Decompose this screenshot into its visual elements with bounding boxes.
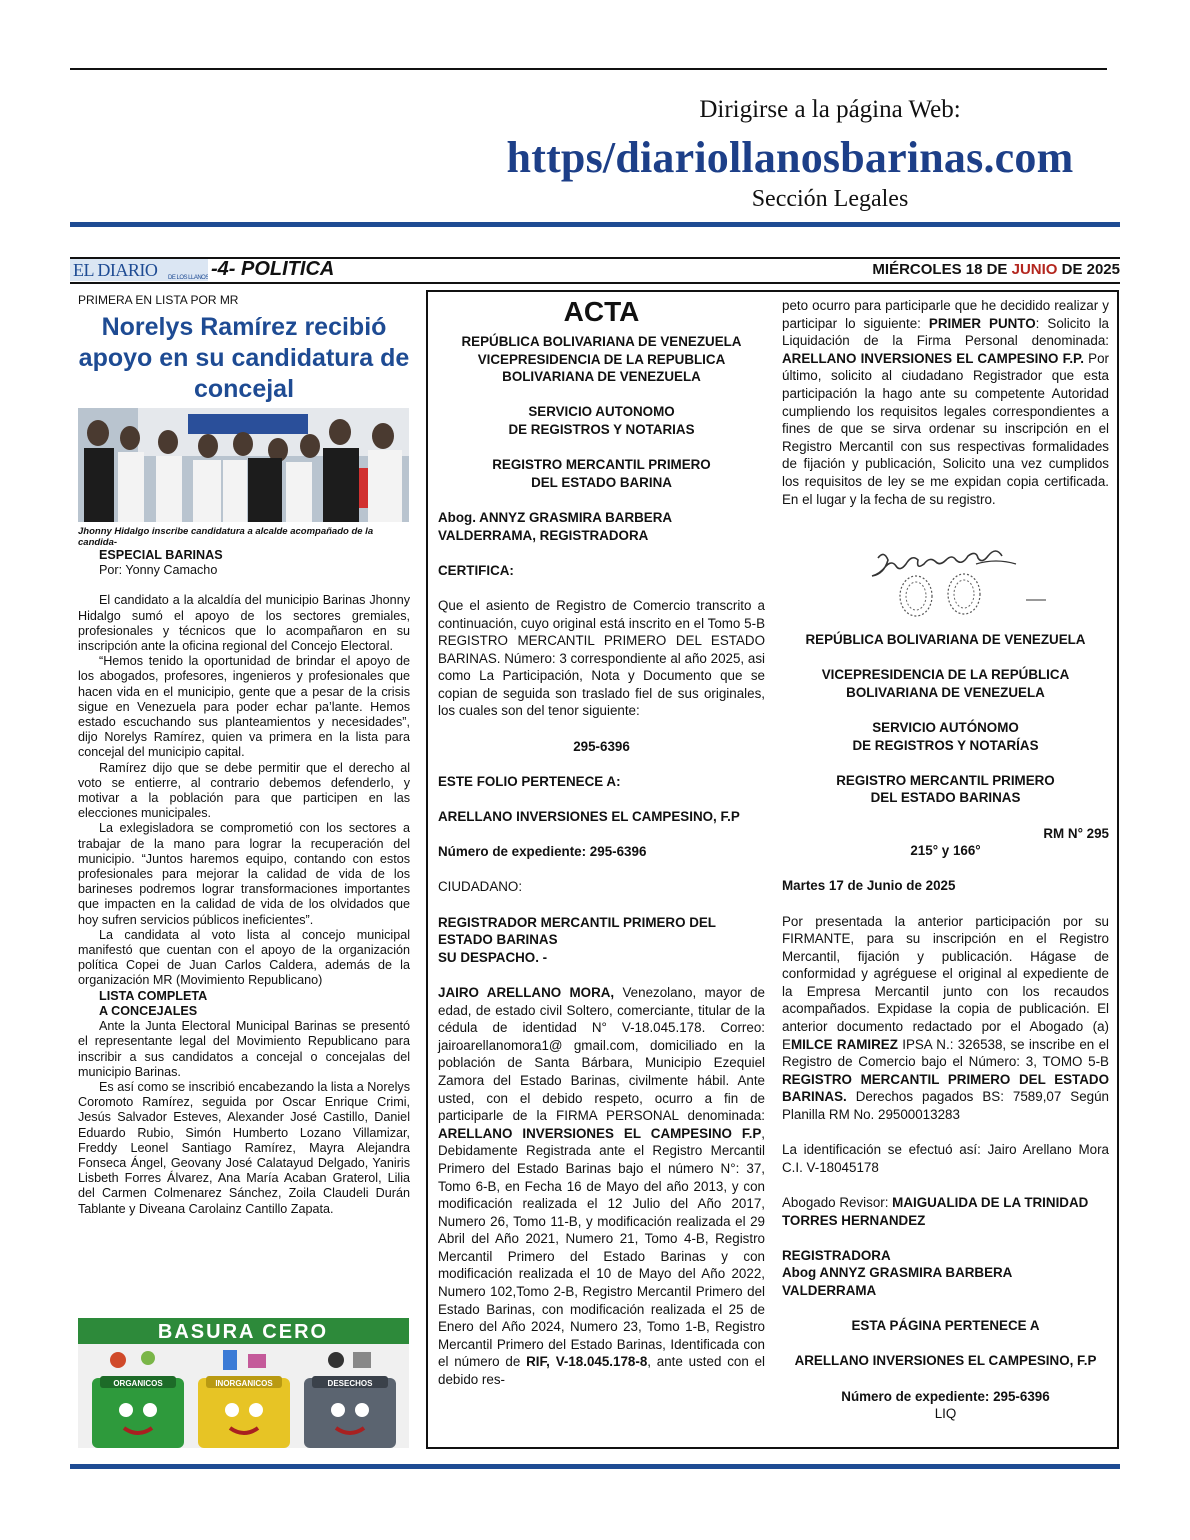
reviewer: Abogado Revisor: MAIGUALIDA DE LA TRINIDAD TORRES HERNANDEZ <box>782 1195 1089 1228</box>
acta-column-1 <box>438 297 765 1389</box>
registry-heading: BOLIVARIANA DE VENEZUELA <box>846 684 1045 700</box>
registry-paragraph: Por presentada la anterior participación por su FIRMANTE, para su inscripción en el Registro Mercantil, fijación y publicación. Hágase de conformidad y agréguese el original al expediente de la Empresa Mercantil junto con los recaudos acompañados. Expidase la copia de publicación. El anterior documento redactado por el Abogado (a) EMILCE RAMIREZ IPSA N.: 326538, se inscribe en el Registro de Comercio bajo el Número: 3, TOMO 5-B REGISTRO MERCANTIL PRIMERO DEL ESTADO BARINAS. Derechos pagados BS: 7589,07 Según Planilla RM No. 29500013283 <box>782 913 1109 1123</box>
acta-column-2-lower <box>782 631 1109 1423</box>
newspaper-logo <box>70 259 208 281</box>
petition-body: JAIRO ARELLANO MORA, Venezolano, mayor de edad, de estado civil Soltero, comerciante, titular de la cédula de identidad N° V-18.045.178. Correo: jairoarellanomora1@ gmail.com, domiciliado en la población de Santa Bárbara, Municipio Ezequiel Zamora del Estado Barinas, civilmente hábil. Ante usted, con el debido respeto, ocurro a fin de participarle de la FIRMA PERSONAL denominada: ARELLANO INVERSIONES EL CAMPESINO F.P, Debidamente Registrada ante el Registro Mercantil Primero del Estado Barinas bajo el número N°: 37, Tomo 6-B, en Fecha 16 de Mayo del año 2013, y con modificación realizada el 12 Julio del Año 2017, Numero 26, Tomo 11-B, y modificación realizada el 29 Abril del Año 2021, Numero 21, Tomo 4-B, Registro Mercantil Primero del Estado Barinas y con modificación realizada el 10 de Mayo del Año 2022, Numero 102,Tomo 2-B, Registro Mercantil Primero del Estado Barinas, con modificación realizada el 25 de Enero del Año 2024, Numero 23, Tomo 1-B, Registro Mercantil Primero del Estado Barinas, Identificada con el número de RIF, V-18.045.178-8, ante usted con el debido res- <box>438 984 765 1388</box>
promo-line: Dirigirse a la página Web: <box>699 96 961 123</box>
certifica: CERTIFICA: <box>438 562 514 578</box>
byline-section: ESPECIAL BARINAS <box>99 548 223 562</box>
photo-caption: Jhonny Hidalgo inscribe candidatura a alcalde acompañado de la candida- <box>78 526 374 548</box>
file-number: Número de expediente: 295-6396 <box>438 844 647 860</box>
promo-section: Sección Legales <box>751 186 909 212</box>
paragraph: La exlegisladora se comprometió con los sectores a trabajar de la mano para lograr la recuperación del municipio. “Juntos haremos equipo, contando con estos profesionales para mejorar la calidad de vida de los barineses podremos lograr transformaciones importantes que impacten en la calidad de vida de los olvidados que hoy sufren servicios públicos ineficientes”. <box>78 821 410 927</box>
registry-heading: DE REGISTROS Y NOTARÍAS <box>852 737 1039 753</box>
logo-wordmark <box>70 259 208 281</box>
registradora-label: REGISTRADORA <box>782 1247 891 1263</box>
file-code: 295-6396 <box>573 738 630 754</box>
certification-text: Que el asiento de Registro de Comercio transcrito a continuación, cuyo original está inscrito en el Tomo 5-B REGISTRO MERCANTIL PRIMERO DEL ESTADO BARINAS. Número: 3 correspondiente al año 2025, asi como La Participación, Nota y Documento que se copian de seguida son traslado fiel de sus originales, los cuales son del tenor siguiente: <box>438 597 765 719</box>
registry-heading: REGISTRO MERCANTIL PRIMERO <box>836 772 1055 788</box>
photo-illustration <box>78 408 409 522</box>
company-name-2: ARELLANO INVERSIONES EL CAMPESINO, F.P <box>794 1353 1097 1369</box>
ad-title: BASURA CERO <box>157 1321 329 1343</box>
registry-heading: DEL ESTADO BARINAS <box>870 790 1021 806</box>
promo-url[interactable]: https/diariollanosbarinas.com <box>506 133 1074 182</box>
bin-label: DESECHOS <box>327 1379 373 1388</box>
file-number-2: Número de expediente: 295-6396 <box>841 1388 1050 1404</box>
acta-column-2 <box>782 297 1109 508</box>
section-label: -4- POLITICA <box>211 258 335 280</box>
acta-heading: DE REGISTROS Y NOTARIAS <box>508 421 695 437</box>
paragraph: Es así como se inscribió encabezando la lista a Norelys Coromoto Ramírez, seguida por Oscar Enrique Crimi, Jesús Salvador Esteves, Alexander José Castillo, Daniel Eduardo Rubio, Simón Humberto Lozano Villamizar, Freddy Leonel Santiago Ramírez, Mayra Alejandra Fonseca Ángel, Geovany José Calatayud Delgado, Yaniris Lisbeth Forres Álvarez, Ana María Acaban Graterol, Lilia del Carmen Colmenarez Sánchez, Zoila Claudeli Durán Tablante y Diveana Carolainz Cantillo Zapata. <box>78 1079 410 1216</box>
acta-heading: REGISTRO MERCANTIL PRIMERO <box>492 457 711 473</box>
company-name: ARELLANO INVERSIONES EL CAMPESINO, F.P <box>438 809 740 825</box>
acta-heading: REPÚBLICA BOLIVARIANA DE VENEZUELA VICEPRESIDENCIA DE LA REPUBLICA BOLIVARIANA DE VENEZUELA <box>461 334 742 385</box>
paragraph: La candidata al voto lista al concejo municipal manifestó que cuentan con el apoyo de la organización política Copei de Juan Carlos Caldera, además de la organización MR (Movimiento Republicano) <box>78 927 410 988</box>
paragraph: Ramírez dijo que se debe permitir que el derecho al voto se entierre, al contrario debemos defenderlo, y motivar a la población para que participen en las elecciones municipales. <box>78 760 410 821</box>
blue-rule <box>70 222 1120 227</box>
despacho: SU DESPACHO. - <box>438 949 548 965</box>
page-belongs: ESTA PÁGINA PERTENECE A <box>851 1318 1040 1334</box>
identification: La identificación se efectuó así: Jairo Arellano Mora C.I. V-18045178 <box>782 1142 1109 1175</box>
masthead-bottom-rule <box>70 282 1120 284</box>
bottom-rule <box>70 1464 1120 1469</box>
paragraph: El candidato a la alcaldía del municipio Barinas Jhonny Hidalgo sumó el apoyo de los sectores gremiales, profesionales y técnicos que lo acompañaron en su inscripción ante la oficina regional del Concejo Electoral. <box>78 593 410 654</box>
liq: LIQ <box>934 1406 957 1422</box>
subhead: LISTA COMPLETA <box>99 988 208 1003</box>
rm-number: RM N° 295 <box>1043 825 1109 841</box>
registry-heading: REPÚBLICA BOLIVARIANA DE VENEZUELA <box>805 632 1086 647</box>
subhead: A CONCEJALES <box>99 1003 198 1018</box>
issue-date: MIÉRCOLES 18 DE JUNIO DE 2025 <box>872 261 1120 278</box>
acta-heading: SERVICIO AUTONOMO <box>528 404 675 420</box>
petition-continuation: peto ocurro para participarle que he decidido realizar y participar lo siguiente: PRIMER PUNTO: Solicito la Liquidación de la Firma Personal denominada: ARELLANO INVERSIONES EL CAMPESINO F.P. Por último, solicito al ciudadano Registrador que esta participación la hago ante su competente Autoridad cumpliendo los requisitos legales correspondientes a fines de que se sirva ordenar su inscripción en el Registro Mercantil con sus respectivas formalidades de fijación y publicación, Solicito una vez cumplidos los requisitos de ley se me expidan copia certificada. En el lugar y la fecha de su registro. <box>782 298 1109 507</box>
registradora: Abog. ANNYZ GRASMIRA BARBERA VALDERRAMA, REGISTRADORA <box>438 509 672 543</box>
article-body <box>78 548 410 1217</box>
bin-label: INORGANICOS <box>215 1379 273 1388</box>
registry-heading: VICEPRESIDENCIA DE LA REPÚBLICA <box>821 667 1070 683</box>
paragraph: “Hemos tenido la oportunidad de brindar el apoyo de los abogados, profesores, ingenieros y profesionales que hacen vida en el municipio, gente que a pesar de la crisis sigue en Venezuela para poder echar pa’lante. Hemos estado escuchando sus planteamientos y necesidades”, dijo Norelys Ramírez, quien va primera en la lista para concejal del municipio capital. <box>78 654 410 760</box>
signature-and-fingerprints <box>786 540 1106 620</box>
article-photo <box>78 408 409 522</box>
years: 215° y 166° <box>910 843 981 859</box>
svg-text:EL DIARIO: EL DIARIO <box>73 260 158 280</box>
article-kicker: PRIMERA EN LISTA POR MR <box>78 293 239 307</box>
folio-label: ESTE FOLIO PERTENECE A: <box>438 773 621 789</box>
basura-cero-ad <box>78 1318 409 1448</box>
svg-text:DE LOS LLANOS: DE LOS LLANOS <box>168 275 208 281</box>
registradora-name: Abog ANNYZ GRASMIRA BARBERA VALDERRAMA <box>782 1265 1012 1298</box>
registry-heading: SERVICIO AUTÓNOMO <box>872 719 1019 735</box>
paragraph: Ante la Junta Electoral Municipal Barinas se presentó el representante legal del Movimiento Republicano para inscribir a sus candidatos a concejal o concejalas del municipio Barinas. <box>78 1019 410 1079</box>
addressee: REGISTRADOR MERCANTIL PRIMERO DEL ESTADO BARINAS <box>438 914 716 948</box>
registry-date: Martes 17 de Junio de 2025 <box>782 878 956 894</box>
byline-author: Por: Yonny Camacho <box>99 563 218 578</box>
bin-label: ORGANICOS <box>113 1379 163 1388</box>
ciudadano: CIUDADANO: <box>438 879 523 895</box>
top-rule <box>70 68 1107 70</box>
recycling-bins-illustration <box>78 1318 409 1448</box>
article-headline: Norelys Ramírez recibió apoyo en su candidatura de concejal <box>78 313 410 403</box>
acta-heading: DEL ESTADO BARINA <box>531 474 672 490</box>
acta-title: ACTA <box>563 296 640 327</box>
